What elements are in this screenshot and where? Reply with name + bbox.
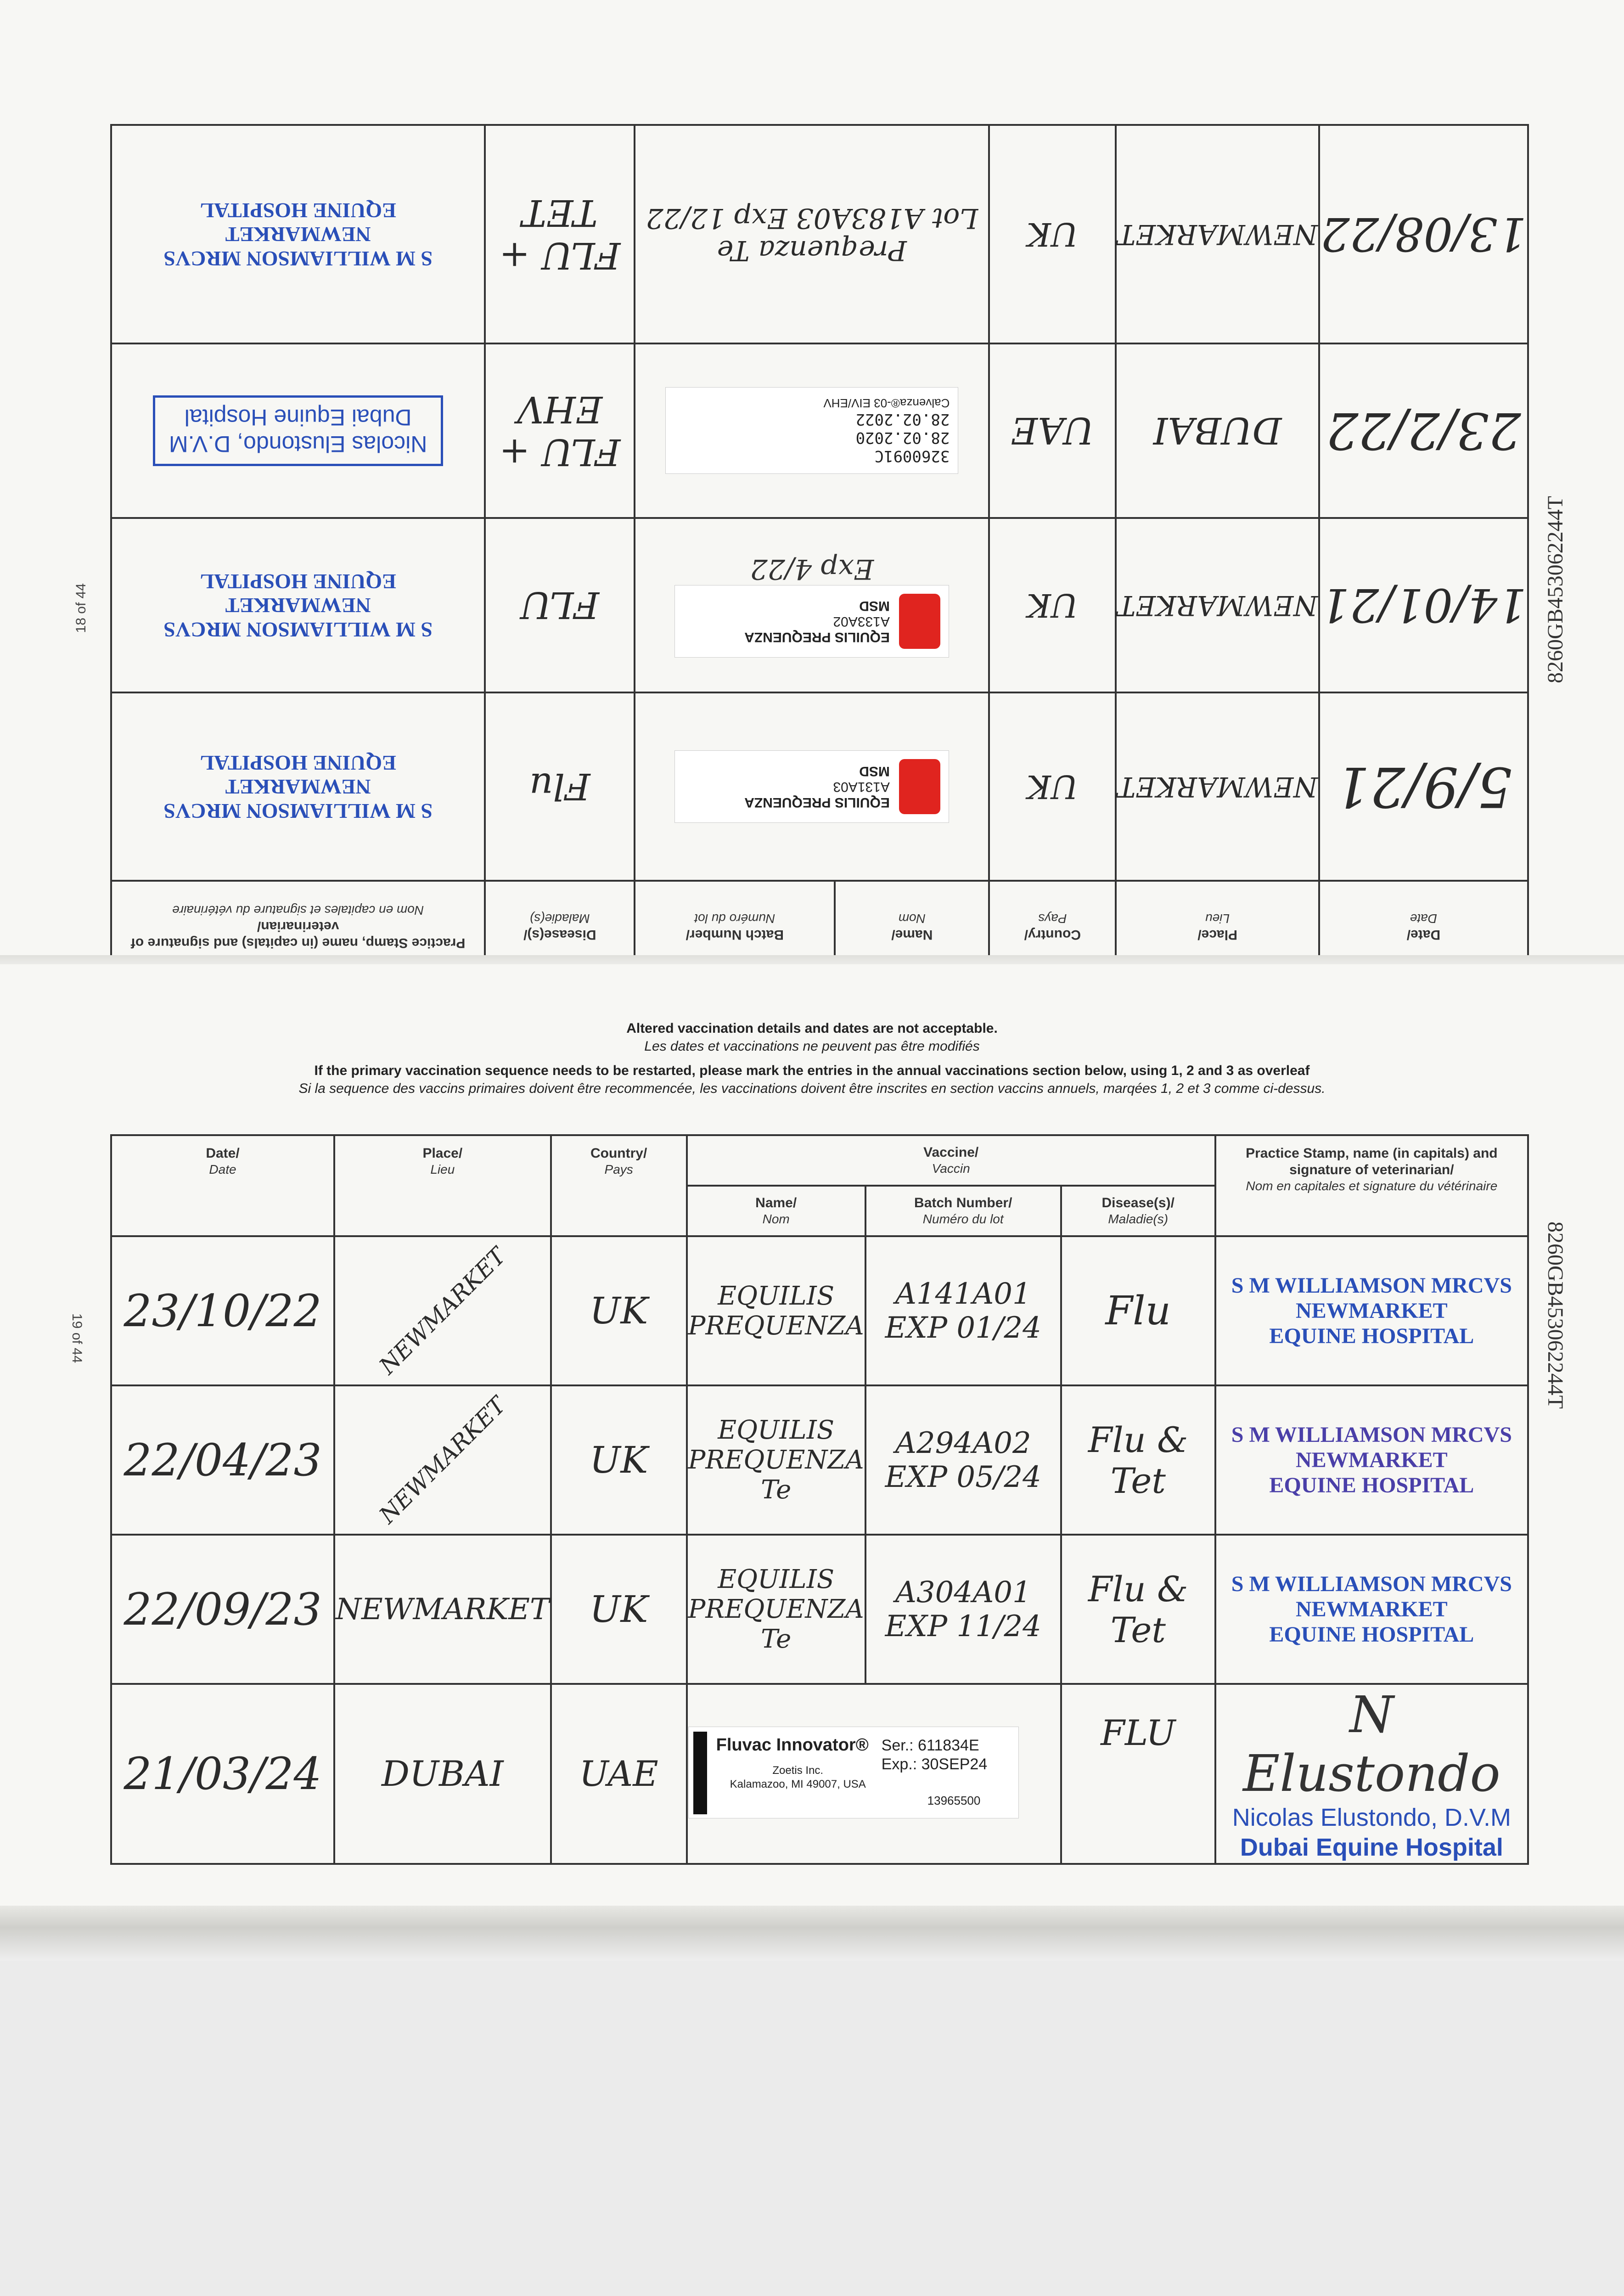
vet-stamp: Nicolas Elustondo, D.V.M Dubai Equine Hospital <box>1232 1804 1511 1861</box>
vaccine-label: EQUILIS PREQUENZA A131A03 MSD <box>674 750 949 823</box>
header-row: Date/ Date Place/ Lieu Country/ Pays Vaccine/ Vaccin Practice Stamp, name (in capitals) and signature of veterinarian/ Nom en capitales et signature du vétérinaire <box>111 1135 1528 1186</box>
vaccine-label: EQUILIS PREQUENZA A133A02 MSD <box>674 585 949 658</box>
passport-code-top: 8260GB453062244T <box>1543 496 1568 683</box>
calvenza-label: 3260091C 28.02.2020 28.02.2022 Calvenza®-03 EIV/EHV <box>665 388 958 474</box>
table-row: 5/9/21 NEWMARKET UK EQUILIS PREQUENZA A131A03 MSD Flu S M WILLIAMSON MRCVS NEWMARKET EQUINE HOSPITAL <box>111 692 1528 881</box>
table-row: 14/01/21 NEWMARKET UK EQUILIS PREQUENZA A133A02 MSD Exp 4/22 FLU S M WILLIAMSON MRCVS NEWMARKET EQUINE HOSPITAL <box>111 518 1528 692</box>
barcode-icon <box>693 1732 707 1814</box>
vet-stamp: Nicolas Elustondo, D.V.M Dubai Equine Hospital <box>153 395 443 466</box>
vet-stamp: S M WILLIAMSON MRCVS NEWMARKET EQUINE HOSPITAL <box>1231 1273 1512 1349</box>
table-row: 13/08/22 NEWMARKET UK Prequenza Te Lot A183A03 Exp 12/22 FLU + TET S M WILLIAMSON MRCVS NEWMARKET EQUINE HOSPITAL <box>111 125 1528 343</box>
vaccination-notice: Altered vaccination details and dates are not acceptable. Les dates et vaccinations ne peuvent pas être modifiés If the primary vaccination sequence needs to be restarted, please mark the entries in the annual vaccinations section below, using 1, 2 and 3 as overleaf Si la sequence des vaccins primaires doivent être recommencée, les vaccinations doivent être inscrites en section vaccins annuels, marqées 1, 2 et 3 comme ci-dessus. <box>298 1021 1326 1096</box>
scan-background <box>0 1961 1624 2296</box>
passport-code-bottom: 8260GB453062244T <box>1543 1221 1568 1409</box>
page-18 <box>0 0 1624 964</box>
page-19 <box>0 964 1624 1952</box>
table-row: 22/09/23 NEWMARKET UK EQUILIS PREQUENZA Te A304A01 EXP 11/24 Flu & Tet S M WILLIAMSON MRCVS NEWMARKET EQUINE HOSPITAL <box>111 1535 1528 1684</box>
table-row: 21/03/24 DUBAI UAE Fluvac Innovator® Zoetis Inc. Kalamazoo, MI 49007, USA Ser.: 611834E Exp.: 30SEP24 13965500 FLU N Elustondo Nicolas Elustondo, D.V.M Dubai Equine Hospital <box>111 1684 1528 1864</box>
page-number-19: 19 of 44 <box>69 1313 84 1363</box>
header-row: Date/ Date Place/ Lieu Country/ Pays Name/ Nom Batch Number/ Numéro du lot Disease(s)/ Maladie(s) Practice Stamp, name (in capitals) and signature of veterinarian/ Nom en capitales et signature du vétérinaire <box>111 881 1528 973</box>
vet-stamp: S M WILLIAMSON MRCVS NEWMARKET EQUINE HOSPITAL <box>1231 1422 1512 1498</box>
vet-signature: N Elustondo <box>1243 1685 1500 1803</box>
vet-stamp: S M WILLIAMSON MRCVS NEWMARKET EQUINE HOSPITAL <box>1231 1571 1512 1647</box>
prequenza-logo-icon <box>899 759 940 814</box>
vaccination-table-bottom: Date/ Date Place/ Lieu Country/ Pays Vaccine/ Vaccin Practice Stamp, name (in capitals) and signature of veterinarian/ Nom en capitales et signature du vétérinaire Name/ Nom Batch Number/ Numéro du lot Disease(s)/ Maladie(s) 23/10/22 NEWMARKET UK EQUILIS PREQUENZA A141A01 EXP 01/24 Flu S M WILLIAMSON MRCVS NEWMARKET EQUINE HOSPITAL 22/04/23 NEWMARKET UK EQUILIS PREQUENZA Te A294A02 EXP 05/24 Flu & Tet S M WILLIAMSON MRCVS NEWMARKET EQUINE HOSPITAL 22/09/23 NEWMARKET UK EQUILIS PREQUENZA Te A304A01 EXP 11/24 Flu & Tet S M WILLIAMSON MRCVS NEWMARKET EQUINE HOSPITAL 21/03/24 DUBAI UAE Fluvac Innovator® Zoetis Inc. Kalamazoo, MI 49007, USA Ser.: 611834E Exp.: 30SEP24 13965500 FLU N Elustondo Nicolas Elustondo, D.V.M Dubai Equine Hospital <box>110 1134 1529 1865</box>
table-row: 23/10/22 NEWMARKET UK EQUILIS PREQUENZA A141A01 EXP 01/24 Flu S M WILLIAMSON MRCVS NEWMARKET EQUINE HOSPITAL <box>111 1236 1528 1385</box>
vet-stamp: S M WILLIAMSON MRCVS NEWMARKET EQUINE HOSPITAL <box>163 198 433 271</box>
rotated-vaccination-table <box>110 124 1529 974</box>
table-row: 23/2/22 DUBAI UAE 3260091C 28.02.2020 28.02.2022 Calvenza®-03 EIV/EHV FLU + EHV Nicolas Elustondo, D.V.M Dubai Equine Hospital <box>111 343 1528 518</box>
fluvac-label: Fluvac Innovator® Zoetis Inc. Kalamazoo, MI 49007, USA Ser.: 611834E Exp.: 30SEP24 13965500 <box>688 1727 1019 1818</box>
vaccination-table-top <box>110 124 1529 974</box>
table-row: 22/04/23 NEWMARKET UK EQUILIS PREQUENZA Te A294A02 EXP 05/24 Flu & Tet S M WILLIAMSON MRCVS NEWMARKET EQUINE HOSPITAL <box>111 1385 1528 1535</box>
vet-stamp: S M WILLIAMSON MRCVS NEWMARKET EQUINE HOSPITAL <box>163 569 433 642</box>
page-edge-shadow <box>0 1906 1624 1961</box>
prequenza-logo-icon <box>899 594 940 649</box>
page-number-18: 18 of 44 <box>73 583 89 633</box>
vet-stamp: S M WILLIAMSON MRCVS NEWMARKET EQUINE HOSPITAL <box>163 751 433 823</box>
